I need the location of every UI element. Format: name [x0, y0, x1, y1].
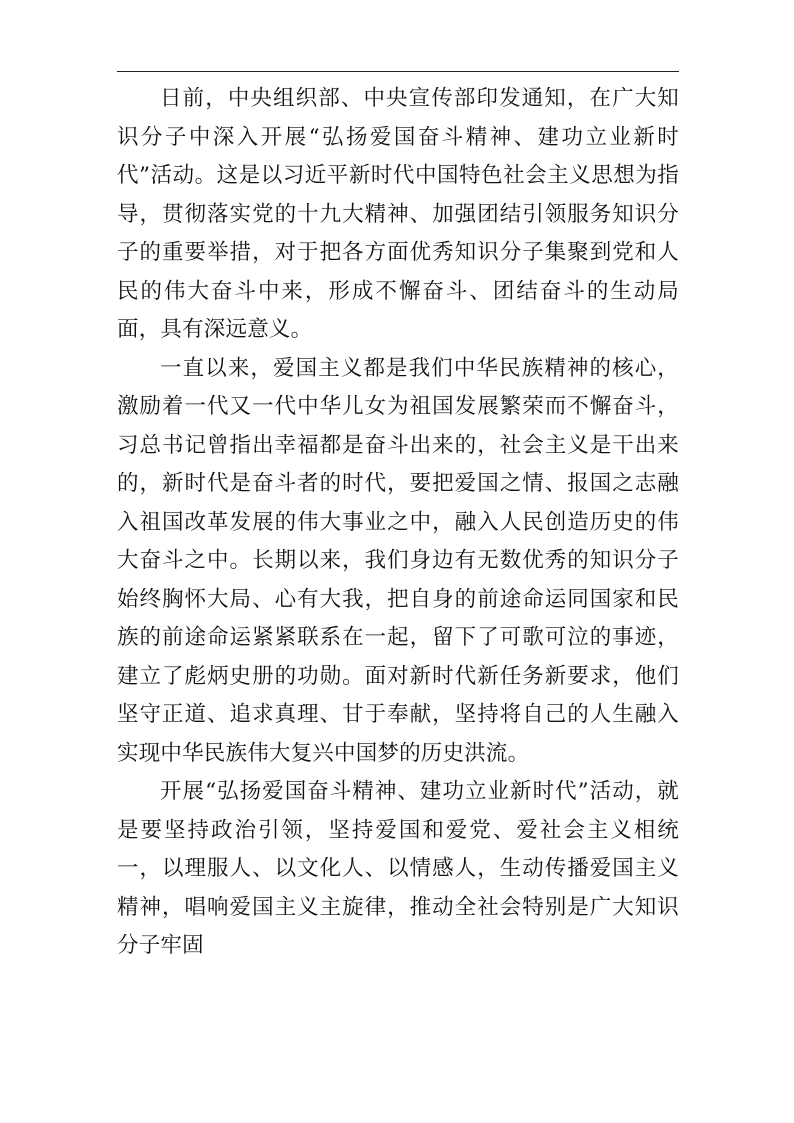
header-rule	[117, 71, 679, 72]
paragraph-3: 开展“弘扬爱国奋斗精神、建功立业新时代”活动，就是要坚持政治引领，坚持爱国和爱党、爱社会主义相统一，以理服人、以文化人、以情感人，生动传播爱国主义精神，唱响爱国主义主旋律，推动全社会特别是广大知识分子牢固	[117, 779, 679, 958]
paragraph-2: 一直以来，爱国主义都是我们中华民族精神的核心，激励着一代又一代中华儿女为祖国发展繁荣而不懈奋斗，习总书记曾指出幸福都是奋斗出来的，社会主义是干出来的，新时代是奋斗者的时代，要把爱国之情、报国之志融入祖国改革发展的伟大事业之中，融入人民创造历史的伟大奋斗之中。长期以来，我们身边有无数优秀的知识分子始终胸怀大局、心有大我，把自身的前途命运同国家和民族的前途命运紧紧联系在一起，留下了可歌可泣的事迹，建立了彪炳史册的功勋。面对新时代新任务新要求，他们坚守正道、追求真理、甘于奉献，坚持将自己的人生融入实现中华民族伟大复兴中国梦的历史洪流。	[117, 355, 679, 766]
paragraph-1: 日前，中央组织部、中央宣传部印发通知，在广大知识分子中深入开展“弘扬爱国奋斗精神、建功立业新时代”活动。这是以习近平新时代中国特色社会主义思想为指导，贯彻落实党的十九大精神、加强团结引领服务知识分子的重要举措，对于把各方面优秀知识分子集聚到党和人民的伟大奋斗中来，形成不懈奋斗、团结奋斗的生动局面，具有深远意义。	[117, 86, 679, 342]
document-body	[117, 80, 679, 966]
